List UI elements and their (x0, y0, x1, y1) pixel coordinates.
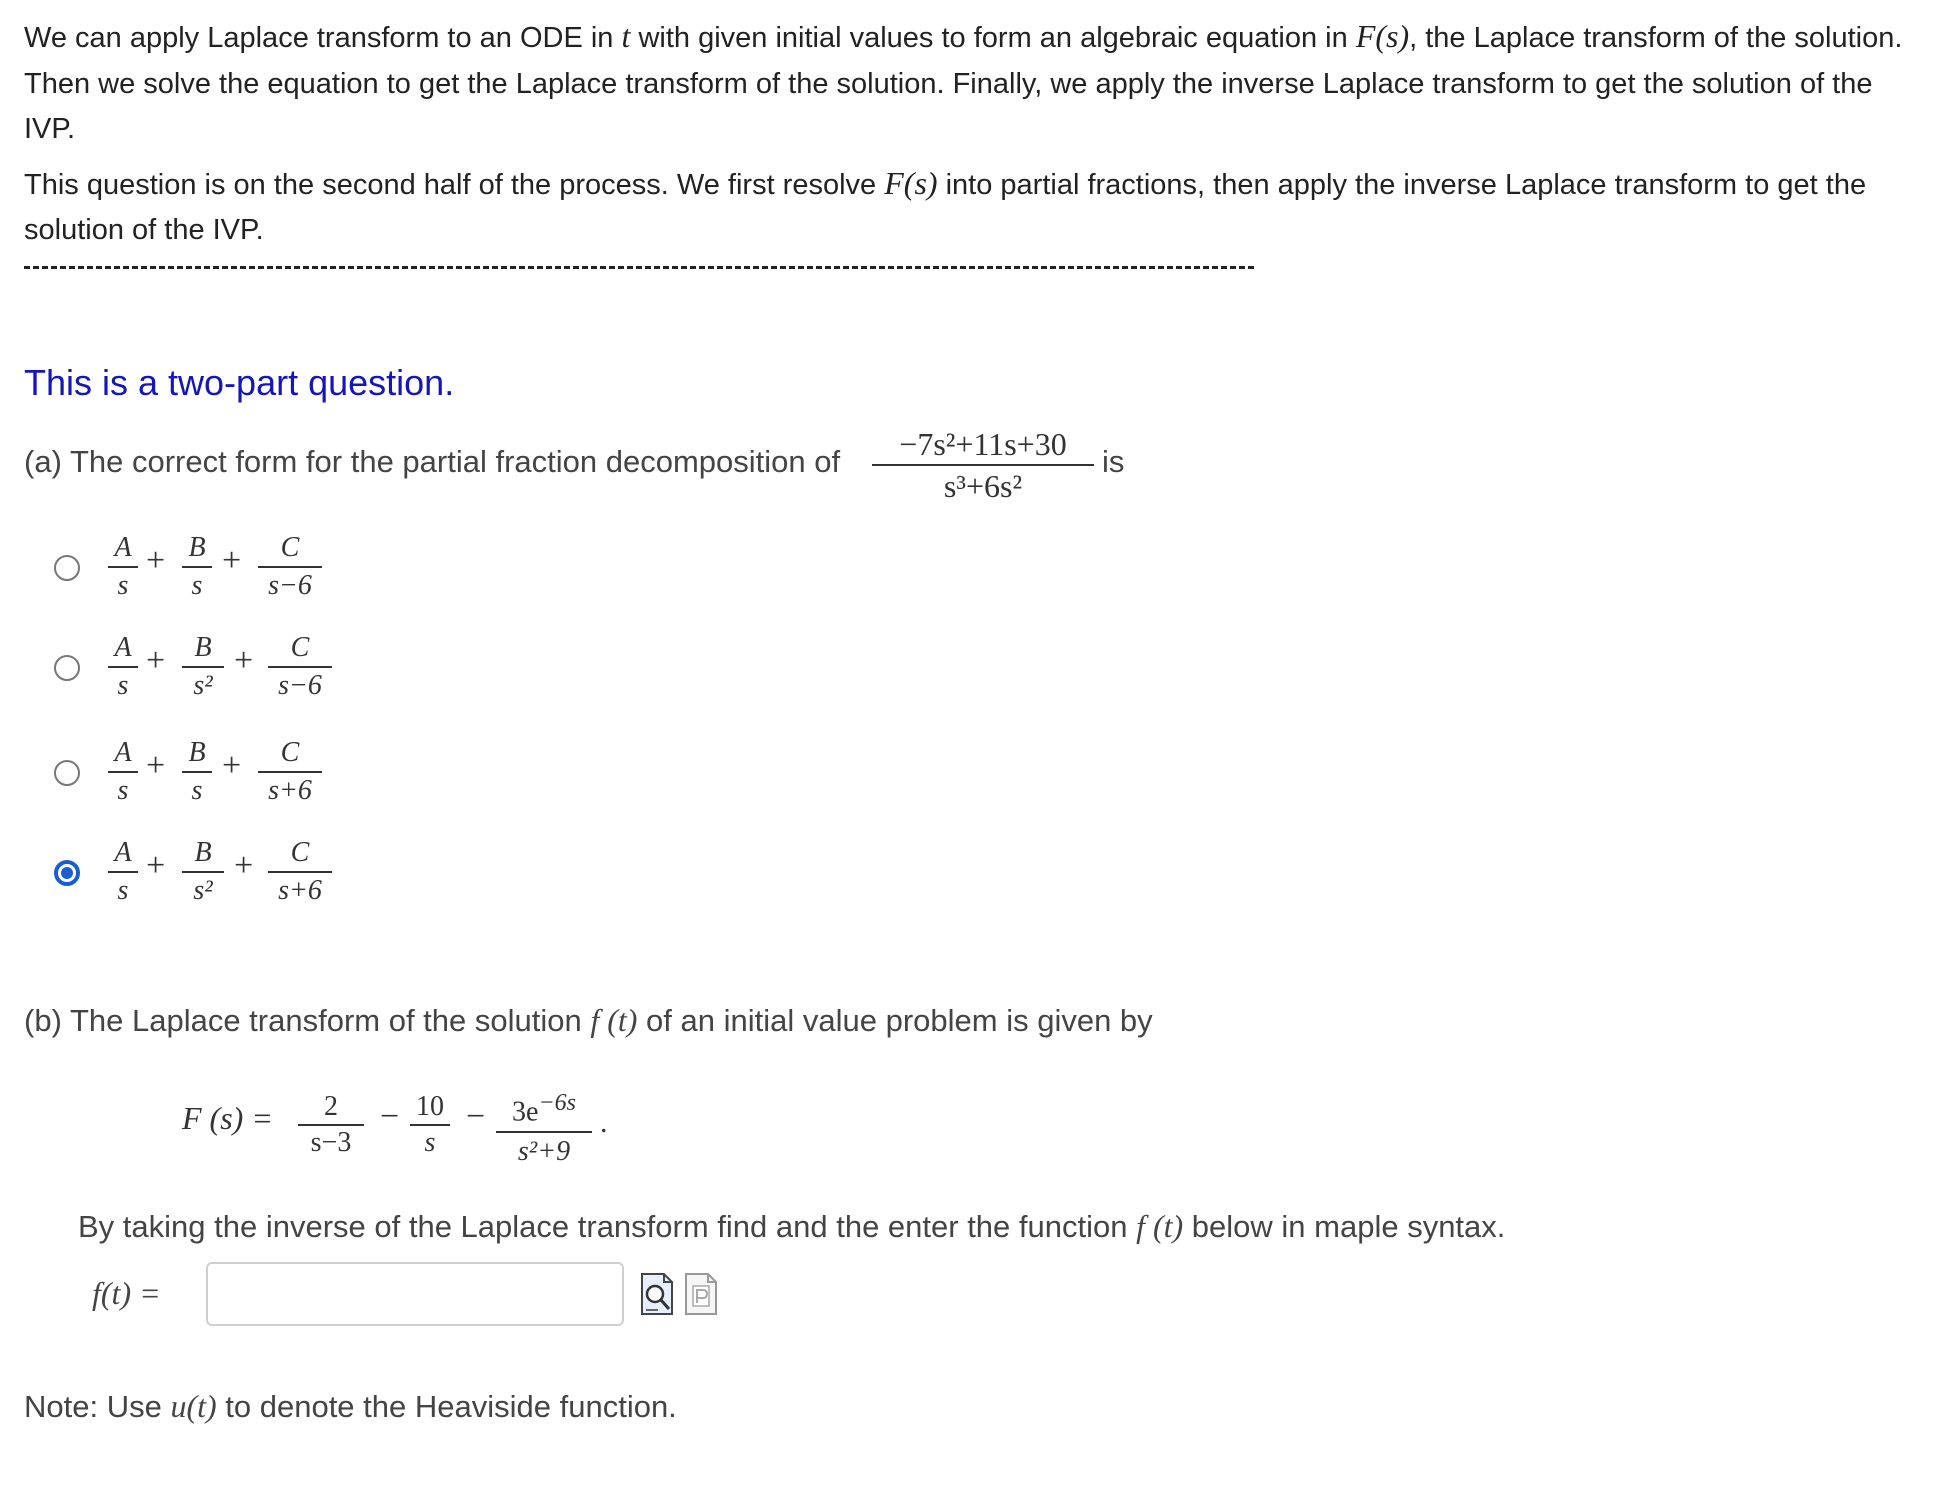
part-a-suffix: is (1102, 444, 1125, 479)
answer-label: f(t) = (92, 1275, 161, 1311)
two-part-heading: This is a two-part question. (24, 362, 455, 403)
answer-input[interactable] (206, 1262, 624, 1326)
option-term-b: B s² (182, 630, 224, 704)
part-a-prompt: (a) The correct form for the partial fraction decomposition of (24, 444, 841, 479)
option-row[interactable] (0, 530, 400, 610)
option-radio-1[interactable] (54, 555, 80, 581)
option-row[interactable] (0, 630, 400, 710)
expression-numerator: −7s²+11s+30 (899, 426, 1067, 462)
minus-1: − (380, 1098, 400, 1135)
minus-2: − (466, 1098, 486, 1135)
plus-sign: + (222, 747, 242, 784)
option-radio-3[interactable] (54, 760, 80, 786)
term1: 2 s−3 (298, 1090, 364, 1160)
maple-syntax-icon[interactable] (682, 1272, 720, 1316)
option-term-c: C s−6 (258, 530, 322, 604)
period: . (600, 1106, 608, 1139)
term2: 10 s (410, 1090, 450, 1160)
option-row[interactable] (0, 735, 400, 815)
intro-paragraph-2: This question is on the second half of the process. We first resolve F(s) into partial fractions, then apply the inverse Laplace transform to get the solution of the IVP. (24, 164, 1867, 246)
option-term-b: B s² (182, 835, 224, 909)
plus-sign: + (146, 642, 166, 679)
F-label: F (s) = (182, 1100, 273, 1136)
option-term-a: A s (108, 630, 138, 704)
plus-sign: + (234, 847, 254, 884)
plus-sign: + (222, 542, 242, 579)
part-b-prompt: (b) The Laplace transform of the solution f (t) of an initial value problem is given by (24, 1002, 1153, 1038)
option-radio-2[interactable] (54, 655, 80, 681)
option-radio-4[interactable] (54, 860, 80, 886)
part-b-instruction: By taking the inverse of the Laplace transform find and the enter the function f (t) below in maple syntax. (78, 1208, 1506, 1244)
term3: $3e^{-6s}$ s²+9 (496, 1084, 592, 1171)
plus-sign: + (146, 747, 166, 784)
option-term-a: A s (108, 735, 138, 809)
option-row[interactable] (0, 835, 400, 915)
option-term-a: A s (108, 530, 138, 604)
note: Note: Use u(t) to denote the Heaviside function. (24, 1388, 677, 1424)
plus-sign: + (146, 542, 166, 579)
plus-sign: + (234, 642, 254, 679)
option-term-b: B s (182, 530, 212, 604)
expression-denominator: s³+6s² (943, 468, 1023, 504)
option-term-c: C s+6 (258, 735, 322, 809)
intro-paragraph-1: We can apply Laplace transform to an ODE in t with given initial values to form an algebraic equation in F(s), the Laplace transform of the solution. Then we solve the equation to get the Laplace transform of the solution. Finally, we apply the inverse Laplace transform to get the solution of the IVP. (24, 18, 1903, 145)
option-term-b: B s (182, 735, 212, 809)
option-term-c: C s−6 (268, 630, 332, 704)
option-term-c: C s+6 (268, 835, 332, 909)
option-term-a: A s (108, 835, 138, 909)
magnifier-preview-icon[interactable] (638, 1272, 676, 1316)
intro-text (24, 14, 1924, 254)
plus-sign: + (146, 847, 166, 884)
part-a-expression (872, 424, 1094, 506)
dashed-divider (24, 266, 1254, 269)
